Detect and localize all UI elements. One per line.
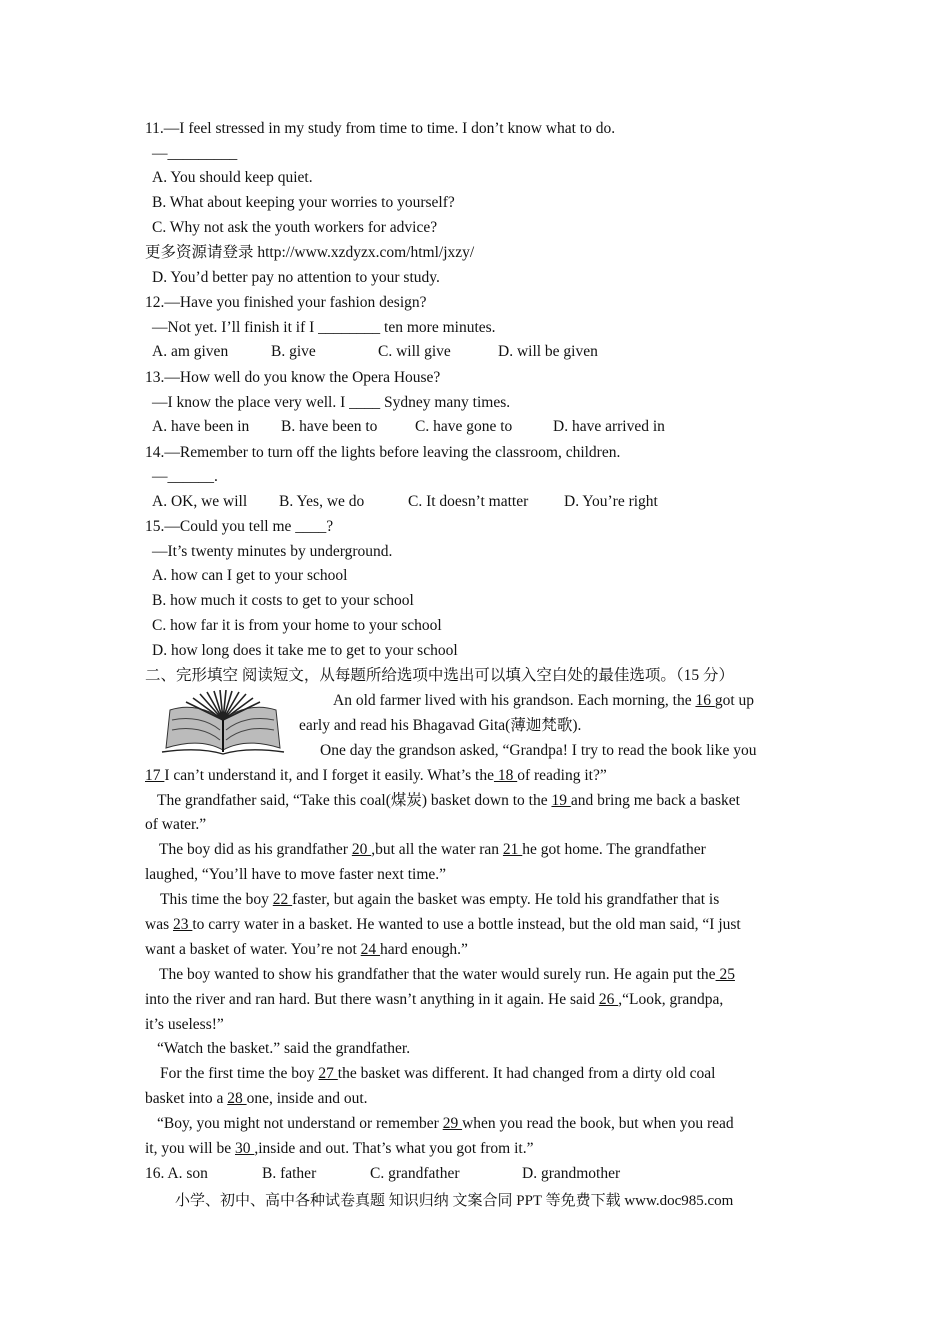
q13-option-c: C. have gone to — [415, 418, 513, 435]
q11-reply: —_________ — [152, 145, 238, 162]
passage-line-7: The boy did as his grandfather 20 ,but all the water ran 21 he got home. The grandfather — [159, 841, 706, 858]
passage-line-6: of water.” — [145, 816, 207, 833]
q13-option-d: D. have arrived in — [553, 418, 665, 435]
q16-option-b: B. father — [262, 1165, 317, 1182]
passage-line-14: it’s useless!” — [145, 1016, 224, 1033]
q14-option-c: C. It doesn’t matter — [408, 493, 529, 510]
resource-ad-line: 更多资源请登录 http://www.xzdyzx.com/html/jxzy/ — [145, 244, 475, 261]
q11-option-d: D. You’d better pay no attention to your study. — [152, 269, 440, 286]
blank-29: 29 — [442, 1115, 463, 1132]
blank-30: 30 — [234, 1140, 255, 1157]
q15-option-c: C. how far it is from your home to your school — [152, 617, 442, 634]
q12-stem: 12.—Have you finished your fashion design? — [145, 294, 427, 311]
open-book-icon — [160, 690, 286, 756]
passage-line-4: 17 I can’t understand it, and I forget it easily. What’s the 18 of reading it?” — [145, 767, 607, 784]
q12-option-a: A. am given — [152, 343, 229, 360]
blank-28: 28 — [227, 1090, 247, 1107]
blank-23: 23 — [172, 916, 193, 933]
passage-line-16: For the first time the boy 27 the basket was different. It had changed from a dirty old coal — [160, 1065, 716, 1082]
passage-line-19: it, you will be 30 ,inside and out. That’s what you got from it.” — [145, 1140, 534, 1157]
q11-option-b: B. What about keeping your worries to yourself? — [152, 194, 455, 211]
q16-option-d: D. grandmother — [522, 1165, 621, 1182]
q11-stem: 11.—I feel stressed in my study from time to time. I don’t know what to do. — [145, 120, 616, 137]
passage-line-15: “Watch the basket.” said the grandfather. — [157, 1040, 411, 1057]
passage-line-2: early and read his Bhagavad Gita(薄迦梵歌). — [299, 717, 582, 734]
q12-option-d: D. will be given — [498, 343, 598, 360]
passage-line-3: One day the grandson asked, “Grandpa! I try to read the book like you — [320, 742, 757, 759]
q15-reply: —It’s twenty minutes by underground. — [152, 543, 393, 560]
blank-26: 26 — [598, 991, 619, 1008]
passage-line-17: basket into a 28 one, inside and out. — [145, 1090, 368, 1107]
q16-option-c: C. grandfather — [370, 1165, 460, 1182]
q14-stem: 14.—Remember to turn off the lights before leaving the classroom, children. — [145, 444, 621, 461]
passage-line-9: This time the boy 22 faster, but again the basket was empty. He told his grandfather that is — [160, 891, 720, 908]
q14-option-a: A. OK, we will — [152, 493, 248, 510]
passage-line-1: An old farmer lived with his grandson. Each morning, the 16 got up — [333, 692, 755, 709]
q11-option-a: A. You should keep quiet. — [152, 169, 313, 186]
q15-option-b: B. how much it costs to get to your school — [152, 592, 414, 609]
passage-line-11: want a basket of water. You’re not 24 hard enough.” — [145, 941, 468, 958]
passage-line-13: into the river and ran hard. But there wasn’t anything in it again. He said 26 ,“Look, grandpa, — [145, 991, 724, 1008]
q13-option-a: A. have been in — [152, 418, 250, 435]
q14-reply: —______. — [152, 468, 218, 485]
blank-16: 16 — [695, 692, 715, 709]
q13-reply: —I know the place very well. I ____ Sydney many times. — [152, 394, 511, 411]
q12-option-b: B. give — [271, 343, 316, 360]
q15-stem: 15.—Could you tell me ____? — [145, 518, 334, 535]
passage-line-10: was 23 to carry water in a basket. He wanted to use a bottle instead, but the old man said, “I just — [145, 916, 741, 933]
page-footer: 小学、初中、高中各种试卷真题 知识归纳 文案合同 PPT 等免费下载 www.doc985.com — [175, 1193, 734, 1209]
passage-line-18: “Boy, you might not understand or remember 29 when you read the book, but when you read — [157, 1115, 734, 1132]
blank-21: 21 — [502, 841, 523, 858]
blank-22: 22 — [272, 891, 293, 908]
blank-17: 17 — [145, 767, 165, 784]
q16-option-a: 16. A. son — [145, 1165, 208, 1182]
blank-27: 27 — [318, 1065, 338, 1082]
q14-option-d: D. You’re right — [564, 493, 658, 510]
q13-option-b: B. have been to — [281, 418, 378, 435]
q15-option-d: D. how long does it take me to get to your school — [152, 642, 458, 659]
q13-stem: 13.—How well do you know the Opera House? — [145, 369, 441, 386]
blank-24: 24 — [360, 941, 381, 958]
q12-option-c: C. will give — [378, 343, 451, 360]
section-2-heading: 二、完形填空 阅读短文，从每题所给选项中选出可以填入空白处的最佳选项。（15 分） — [145, 667, 735, 684]
blank-19: 19 — [551, 792, 571, 809]
q15-option-a: A. how can I get to your school — [152, 567, 348, 584]
blank-25: 25 — [715, 966, 735, 983]
q14-option-b: B. Yes, we do — [279, 493, 365, 510]
passage-line-5: The grandfather said, “Take this coal(煤炭) basket down to the 19 and bring me back a basket — [157, 792, 740, 809]
passage-line-12: The boy wanted to show his grandfather that the water would surely run. He again put the 25 — [159, 966, 735, 983]
q11-option-c: C. Why not ask the youth workers for advice? — [152, 219, 438, 236]
passage-line-8: laughed, “You’ll have to move faster next time.” — [145, 866, 447, 883]
q12-reply: —Not yet. I’ll finish it if I ________ ten more minutes. — [152, 319, 496, 336]
blank-20: 20 — [351, 841, 372, 858]
blank-18: 18 — [493, 767, 518, 784]
